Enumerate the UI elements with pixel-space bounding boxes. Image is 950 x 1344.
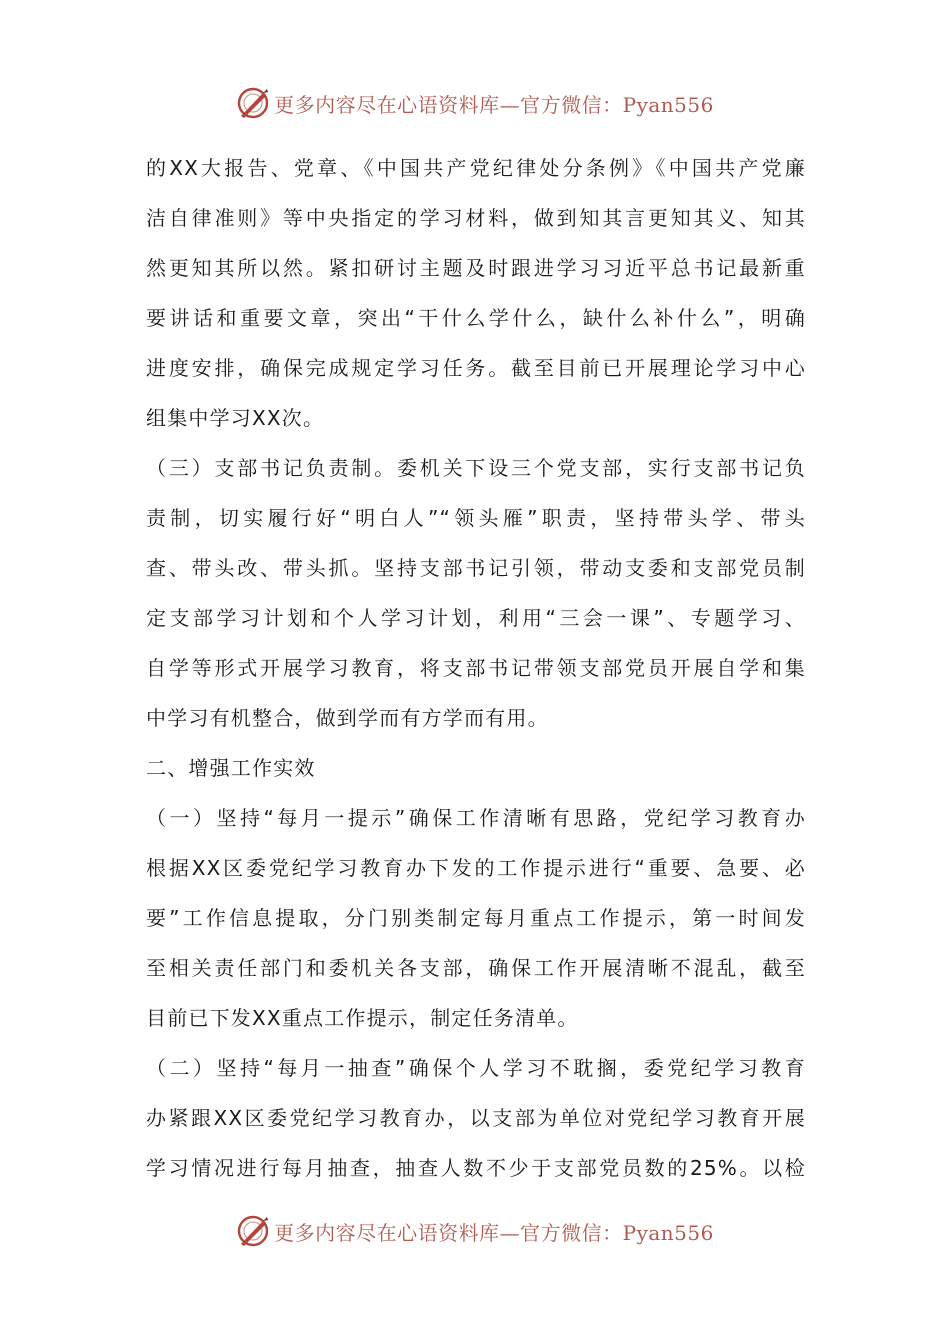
footer-watermark — [0, 1211, 950, 1251]
pen-logo-icon — [236, 86, 270, 120]
text-line: （二）坚持“每月一抽查”确保个人学习不耽搁，委党纪学习教育 — [146, 1056, 806, 1080]
text-line: 目前已下发XX重点工作提示，制定任务清单。 — [146, 1006, 579, 1030]
text-line: 的XX大报告、党章、《中国共产党纪律处分条例》《中国共产党廉 — [146, 156, 806, 180]
text-line: 要讲话和重要文章，突出“干什么学什么，缺什么补什么”，明确 — [146, 306, 806, 330]
text-line: （一）坚持“每月一提示”确保工作清晰有思路，党纪学习教育办 — [146, 806, 806, 830]
text-line: 要”工作信息提取，分门别类制定每月重点工作提示，第一时间发 — [146, 906, 806, 930]
text-line: 然更知其所以然。紧扣研讨主题及时跟进学习习近平总书记最新重 — [146, 256, 806, 280]
header-watermark-text: 更多内容尽在心语资料库—官方微信：Pyan556 — [274, 92, 714, 117]
text-line: 洁自律准则》等中央指定的学习材料，做到知其言更知其义、知其 — [146, 206, 806, 230]
text-line: 自学等形式开展学习教育，将支部书记带领支部党员开展自学和集 — [146, 656, 806, 680]
text-line: 中学习有机整合，做到学而有方学而有用。 — [146, 706, 549, 730]
text-line: 定支部学习计划和个人学习计划，利用“三会一课”、专题学习、 — [146, 606, 806, 630]
text-line: 二、增强工作实效 — [146, 756, 316, 780]
text-line: 进度安排，确保完成规定学习任务。截至目前已开展理论学习中心 — [146, 356, 806, 380]
text-line: 学习情况进行每月抽查，抽查人数不少于支部党员数的25%。以检 — [146, 1156, 806, 1180]
text-line: 根据XX区委党纪学习教育办下发的工作提示进行“重要、急要、必 — [146, 856, 806, 880]
text-line: 办紧跟XX区委党纪学习教育办，以支部为单位对党纪学习教育开展 — [146, 1106, 806, 1130]
text-line: 责制，切实履行好“明白人”“领头雁”职责，坚持带头学、带头 — [146, 506, 806, 530]
text-line: 至相关责任部门和委机关各支部，确保工作开展清晰不混乱，截至 — [146, 956, 806, 980]
text-line: 查、带头改、带头抓。坚持支部书记引领，带动支委和支部党员制 — [146, 556, 806, 580]
text-line: （三）支部书记负责制。委机关下设三个党支部，实行支部书记负 — [146, 456, 806, 480]
header-watermark — [0, 83, 950, 123]
pen-logo-icon — [236, 1214, 270, 1248]
text-line: 组集中学习XX次。 — [146, 406, 325, 430]
document-body — [146, 143, 806, 1193]
footer-watermark-text: 更多内容尽在心语资料库—官方微信：Pyan556 — [274, 1220, 714, 1245]
